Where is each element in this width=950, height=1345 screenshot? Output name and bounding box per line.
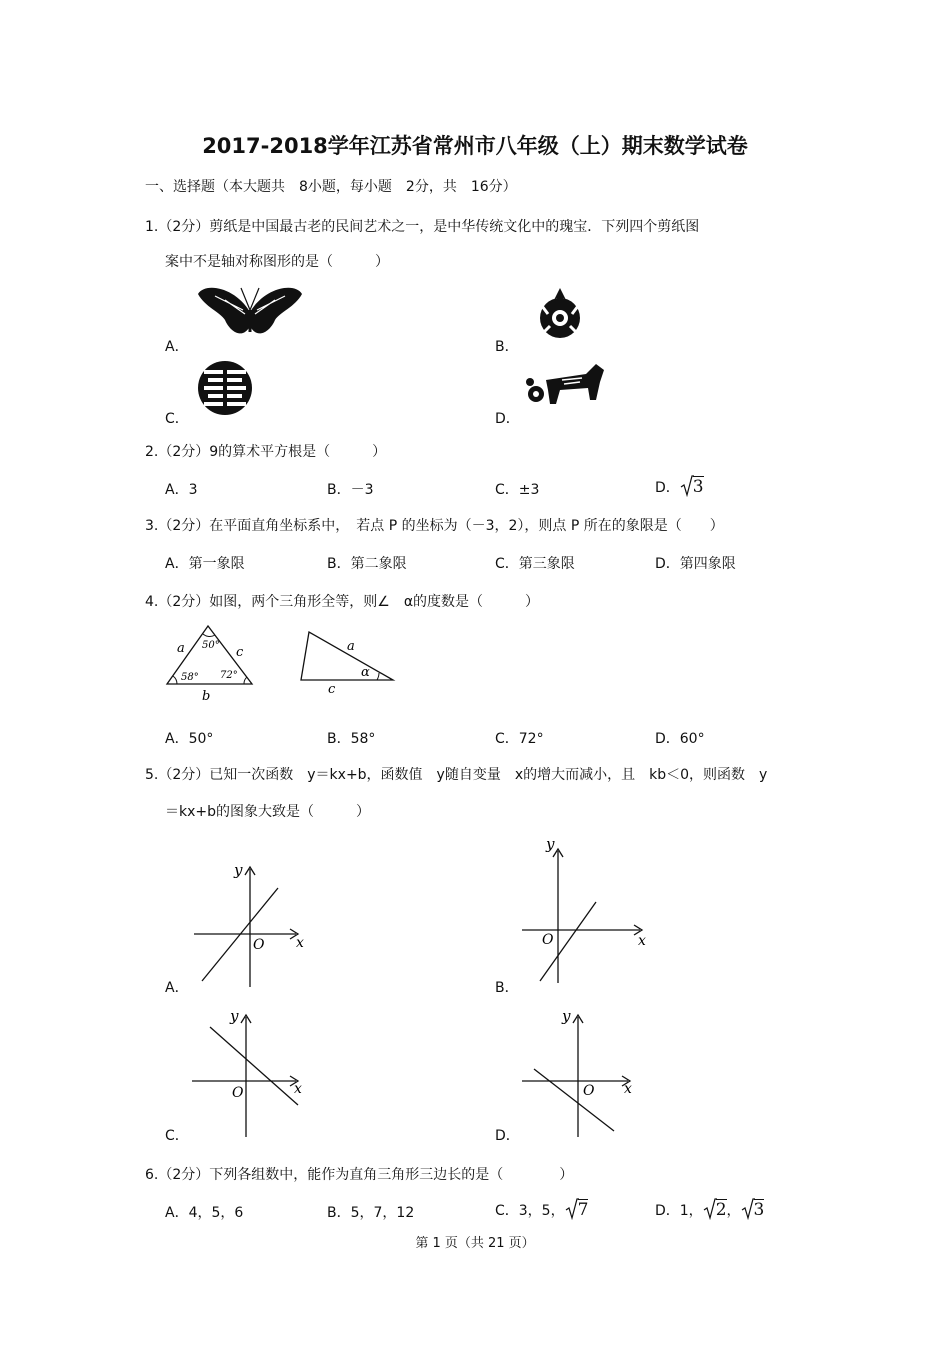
q4-option-a: A．50°: [165, 731, 214, 747]
graph-d-origin: O: [583, 1083, 595, 1099]
double-happiness-papercut-icon: [196, 360, 254, 416]
q3-option-c: C．第三象限: [495, 556, 575, 572]
q4-option-d: D．60°: [655, 731, 705, 747]
q1-option-a: A．: [165, 339, 189, 355]
q5-stem-line1: 5.（2分）已知一次函数 y＝kx+b，函数值 y随自变量 x的增大而减小，且 kb＜0，则函数 y: [145, 767, 768, 783]
q5-option-c: C．: [165, 1128, 189, 1144]
graph-c: [188, 1005, 313, 1140]
tri2-label-alpha: α: [361, 665, 370, 680]
butterfly-papercut-icon: [195, 282, 305, 342]
radical: 3: [741, 1200, 765, 1220]
q6-option-c: C．3，5， 7: [495, 1200, 589, 1220]
q3-option-d: D．第四象限: [655, 556, 736, 572]
tri2-label-a: a: [347, 639, 355, 654]
dog-papercut-icon: [526, 360, 608, 410]
graph-b-y-label: y: [546, 835, 555, 853]
tri1-label-b: b: [202, 689, 211, 702]
q2-option-b: B．－3: [327, 482, 374, 498]
q2-stem: 2.（2分）9的算术平方根是（ ）: [145, 444, 387, 460]
graph-c-x-label: x: [294, 1081, 302, 1097]
q5-option-a: A．: [165, 980, 189, 996]
tri1-label-a: a: [177, 641, 185, 656]
radical: 7: [565, 1200, 589, 1220]
graph-b-x-label: x: [638, 933, 646, 949]
q2-option-d: D． 3: [655, 477, 704, 497]
floral-papercut-icon: [530, 286, 590, 342]
q1-option-b: B．: [495, 339, 519, 355]
q4-option-b: B．58°: [327, 731, 376, 747]
q5-option-d: D．: [495, 1128, 520, 1144]
q2-option-c: C．±3: [495, 482, 540, 498]
graph-c-origin: O: [232, 1085, 244, 1101]
q3-option-b: B．第二象限: [327, 556, 407, 572]
q5-stem-line2: ＝kx+b的图象大致是（ ）: [165, 804, 371, 820]
q6-option-a: A．4，5，6: [165, 1205, 244, 1221]
q1-option-d: D．: [495, 411, 520, 427]
q3-option-a: A．第一象限: [165, 556, 245, 572]
q1-stem-line2: 案中不是轴对称图形的是（ ）: [165, 254, 389, 270]
q3-stem: 3.（2分）在平面直角坐标系中， 若点 P 的坐标为（－3，2），则点 P 所在的象限是（ ）: [145, 518, 724, 534]
q6-stem: 6.（2分）下列各组数中，能作为直角三角形三边长的是（ ）: [145, 1167, 574, 1183]
graph-b: [518, 835, 653, 985]
triangle-1-figure: [160, 620, 260, 702]
graph-a-x-label: x: [296, 935, 304, 951]
tri1-label-c: c: [236, 645, 244, 660]
tri1-angle-right: 72°: [220, 670, 238, 681]
radical: 2: [703, 1200, 727, 1220]
q5-option-b: B．: [495, 980, 519, 996]
q6-option-b: B．5，7，12: [327, 1205, 415, 1221]
q1-stem-line1: 1.（2分）剪纸是中国最古老的民间艺术之一，是中华传统文化中的瑰宝．下列四个剪纸图: [145, 219, 700, 235]
q2-option-a: A．3: [165, 482, 198, 498]
q4-stem: 4.（2分）如图，两个三角形全等，则∠ α的度数是（ ）: [145, 594, 540, 610]
graph-a-y-label: y: [234, 861, 243, 879]
page-footer: 第 1 页（共 21 页）: [415, 1236, 535, 1251]
graph-d: [518, 1005, 643, 1140]
tri2-label-c: c: [328, 682, 336, 696]
q4-option-c: C．72°: [495, 731, 544, 747]
tri1-angle-left: 58°: [181, 672, 199, 683]
graph-b-origin: O: [542, 932, 554, 948]
q1-option-c: C．: [165, 411, 189, 427]
graph-d-x-label: x: [624, 1081, 632, 1097]
graph-a-origin: O: [253, 937, 265, 953]
section-heading: 一、选择题（本大题共 8小题，每小题 2分，共 16分）: [145, 179, 517, 195]
tri1-angle-top: 50°: [202, 640, 220, 651]
triangle-2-figure: [295, 626, 400, 696]
graph-d-y-label: y: [562, 1007, 571, 1025]
radical: 3: [680, 477, 704, 497]
q6-option-d: D．1， 2， 3: [655, 1200, 765, 1220]
graph-a: [188, 855, 313, 990]
page-title: 2017-2018学年江苏省常州市八年级（上）期末数学试卷: [202, 134, 748, 158]
graph-c-y-label: y: [230, 1007, 239, 1025]
